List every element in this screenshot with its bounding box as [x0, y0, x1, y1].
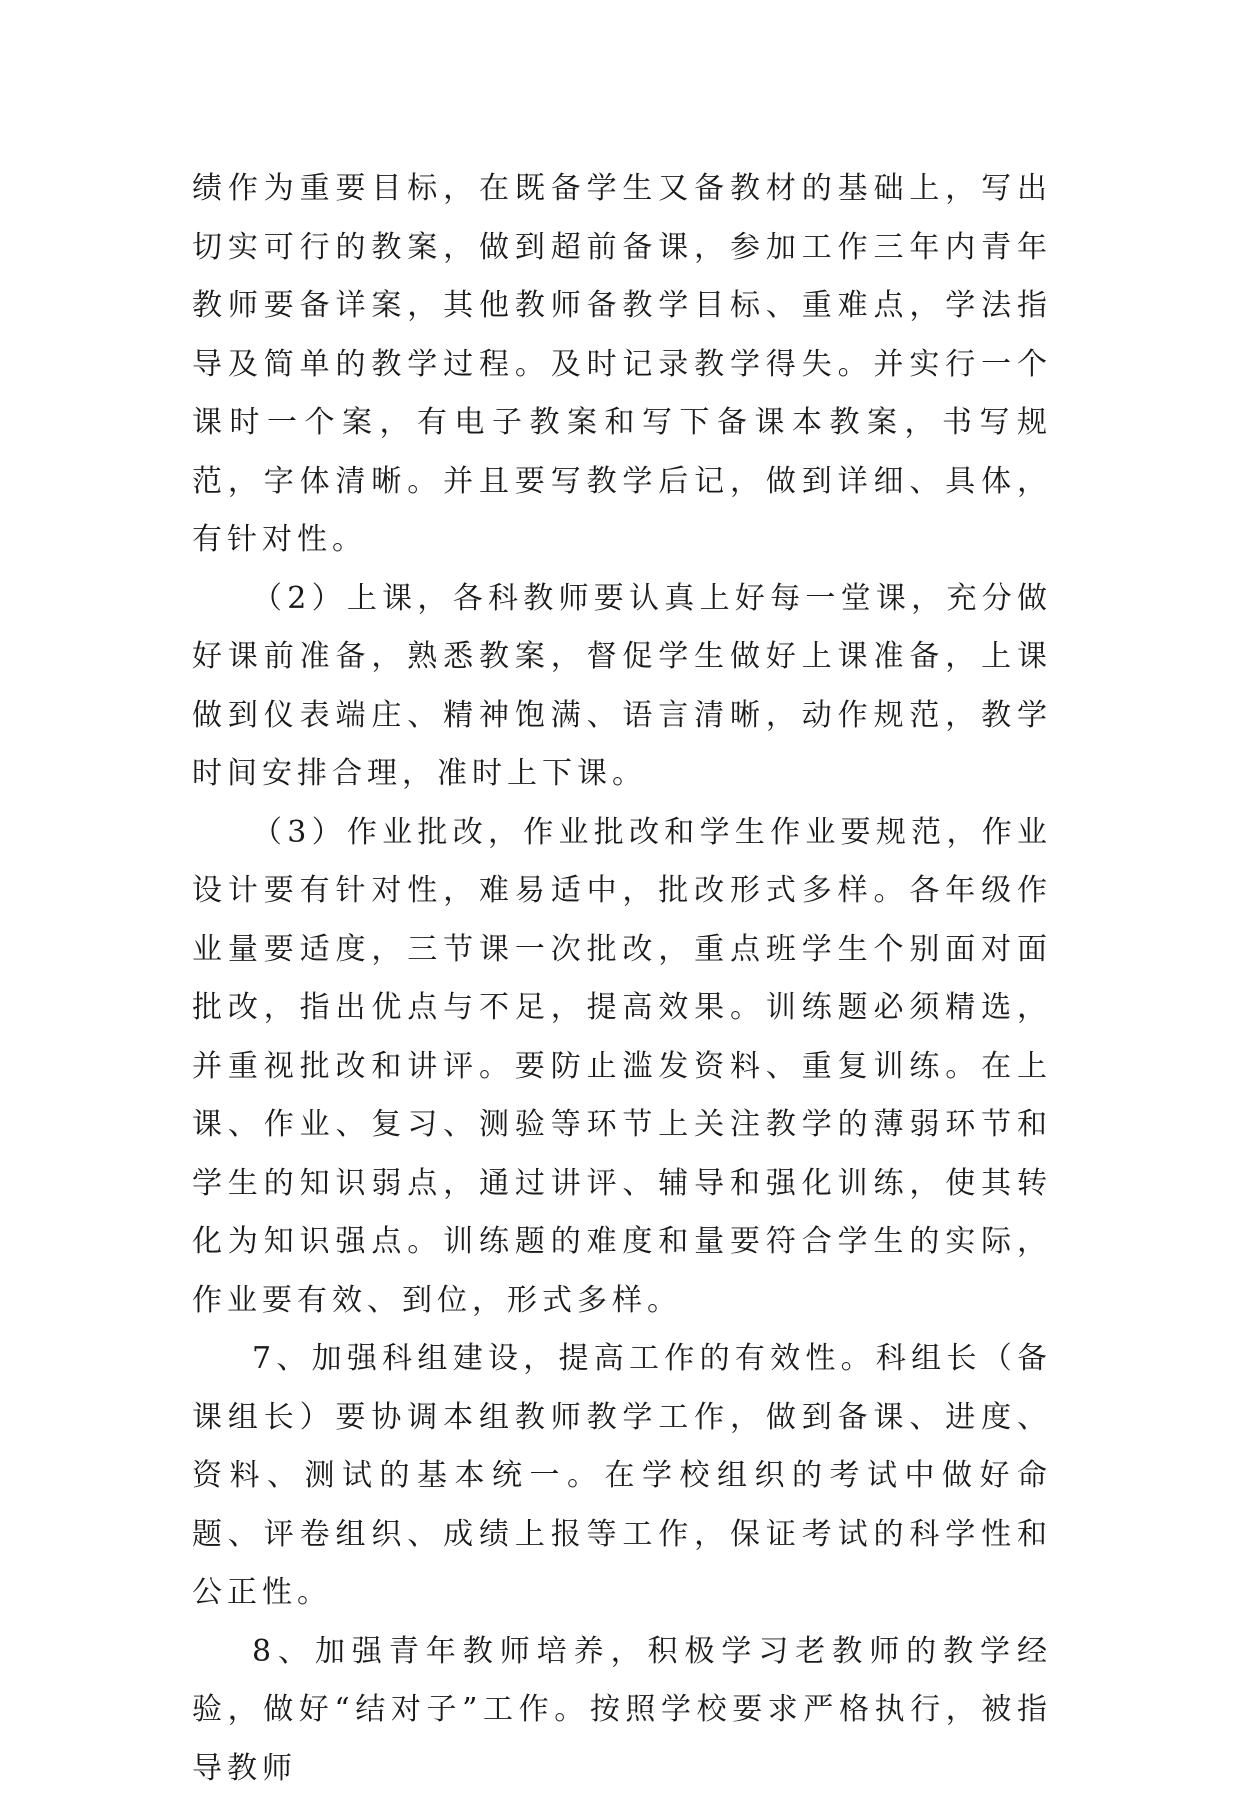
paragraph-young-teachers: 8、加强青年教师培养，积极学习老教师的教学经验，做好“结对子”工作。按照学校要求严格执行，被指导教师: [192, 1623, 1052, 1798]
document-body: [192, 160, 1052, 1798]
paragraph-class-teaching: （2）上课，各科教师要认真上好每一堂课，充分做好课前准备，熟悉教案，督促学生做好上课准备，上课做到仪表端庄、精神饱满、语言清晰，动作规范，教学时间安排合理，准时上下课。: [192, 570, 1052, 804]
paragraph-homework-correction: （3）作业批改，作业批改和学生作业要规范，作业设计要有针对性，难易适中，批改形式多样。各年级作业量要适度，三节课一次批改，重点班学生个别面对面批改，指出优点与不足，提高效果。训练题必须精选，并重视批改和讲评。要防止滥发资料、重复训练。在上课、作业、复习、测验等环节上关注教学的薄弱环节和学生的知识弱点，通过讲评、辅导和强化训练，使其转化为知识强点。训练题的难度和量要符合学生的实际，作业要有效、到位，形式多样。: [192, 804, 1052, 1331]
paragraph-lesson-plan: 绩作为重要目标，在既备学生又备教材的基础上，写出切实可行的教案，做到超前备课，参加工作三年内青年教师要备详案，其他教师备教学目标、重难点，学法指导及简单的教学过程。及时记录教学得失。并实行一个课时一个案，有电子教案和写下备课本教案，书写规范，字体清晰。并且要写教学后记，做到详细、具体，有针对性。: [192, 160, 1052, 570]
paragraph-subject-group: 7、加强科组建设，提高工作的有效性。科组长（备课组长）要协调本组教师教学工作，做到备课、进度、资料、测试的基本统一。在学校组织的考试中做好命题、评卷组织、成绩上报等工作，保证考试的科学性和公正性。: [192, 1330, 1052, 1623]
